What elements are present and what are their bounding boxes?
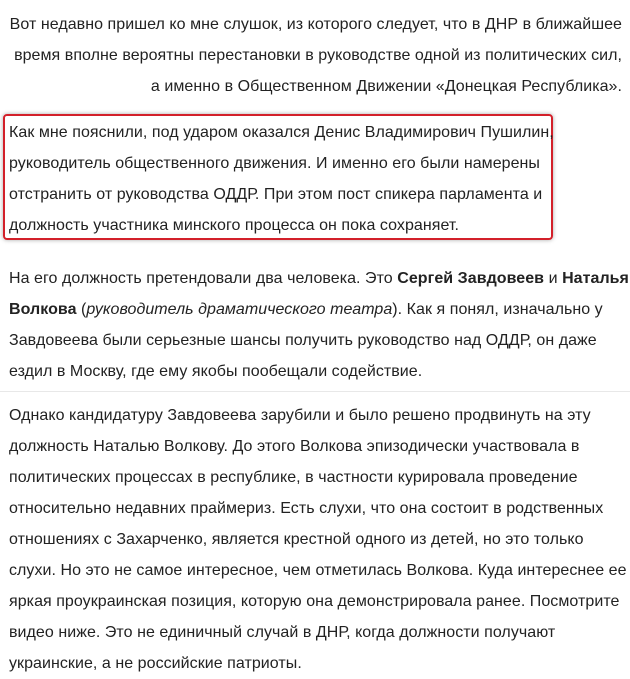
candidate-name-volkova-first: Наталья xyxy=(562,270,629,287)
candidates-paragraph xyxy=(9,263,629,387)
volkova-line: Однако кандидатуру Завдовеева зарубили и было решено продвинуть на эту xyxy=(9,407,591,424)
volkova-line: относительно недавних праймериз. Есть слухи, что она состоит в родственных xyxy=(9,500,604,517)
candidates-line xyxy=(9,294,629,325)
volkova-line: слухи. Но это не самое интересное, чем отметилась Волкова. Куда интереснее ее xyxy=(9,562,627,579)
candidate-name-zavdoveev: Сергей Завдовеев xyxy=(397,270,545,287)
candidates-line: ездил в Москву, где ему якобы пообещали содействие. xyxy=(9,363,423,380)
highlighted-line: отстранить от руководства ОДДР. При этом пост спикера парламента и xyxy=(9,186,543,203)
highlighted-line: Как мне пояснили, под ударом оказался Денис Владимирович Пушилин, xyxy=(9,124,554,141)
intro-paragraph xyxy=(0,9,622,102)
text-segment: На его должность претендовали два человека. Это xyxy=(9,270,398,287)
highlighted-line: руководитель общественного движения. И именно его были намерены xyxy=(9,155,540,172)
volkova-line: политических процессах в республике, в частности курировала проведение xyxy=(9,469,578,486)
volkova-line: отношениях с Захарченко, является крестной одного из детей, но это только xyxy=(9,531,584,548)
highlighted-paragraph xyxy=(9,117,554,241)
intro-line: время вполне вероятны перестановки в руководстве одной из политических сил, xyxy=(14,47,622,64)
candidate-role: руководитель драматического театра xyxy=(86,301,393,318)
volkova-line: должность Наталью Волкову. До этого Волкова эпизодически участвовала в xyxy=(9,438,580,455)
volkova-line: видео ниже. Это не единичный случай в ДНР, когда должности получают xyxy=(9,624,556,641)
intro-line: а именно в Общественном Движении «Донецкая Республика». xyxy=(150,78,622,95)
text-segment: ). Как я понял, изначально у xyxy=(392,301,603,318)
volkova-line: яркая проукраинская позиция, которую она демонстрировала ранее. Посмотрите xyxy=(9,593,620,610)
candidate-name-volkova-last: Волкова xyxy=(9,301,77,318)
candidates-line xyxy=(9,263,629,294)
volkova-line: украинские, а не российские патриоты. xyxy=(9,655,302,672)
candidates-line: Завдовеева были серьезные шансы получить руководство над ОДДР, он даже xyxy=(9,332,597,349)
volkova-paragraph xyxy=(9,400,627,679)
intro-line: Вот недавно пришел ко мне слушок, из которого следует, что в ДНР в ближайшее xyxy=(9,16,622,33)
text-segment: ( xyxy=(76,301,87,318)
text-segment: и xyxy=(544,270,563,287)
highlighted-line: должность участника минского процесса он пока сохраняет. xyxy=(9,217,459,234)
divider xyxy=(0,391,630,392)
